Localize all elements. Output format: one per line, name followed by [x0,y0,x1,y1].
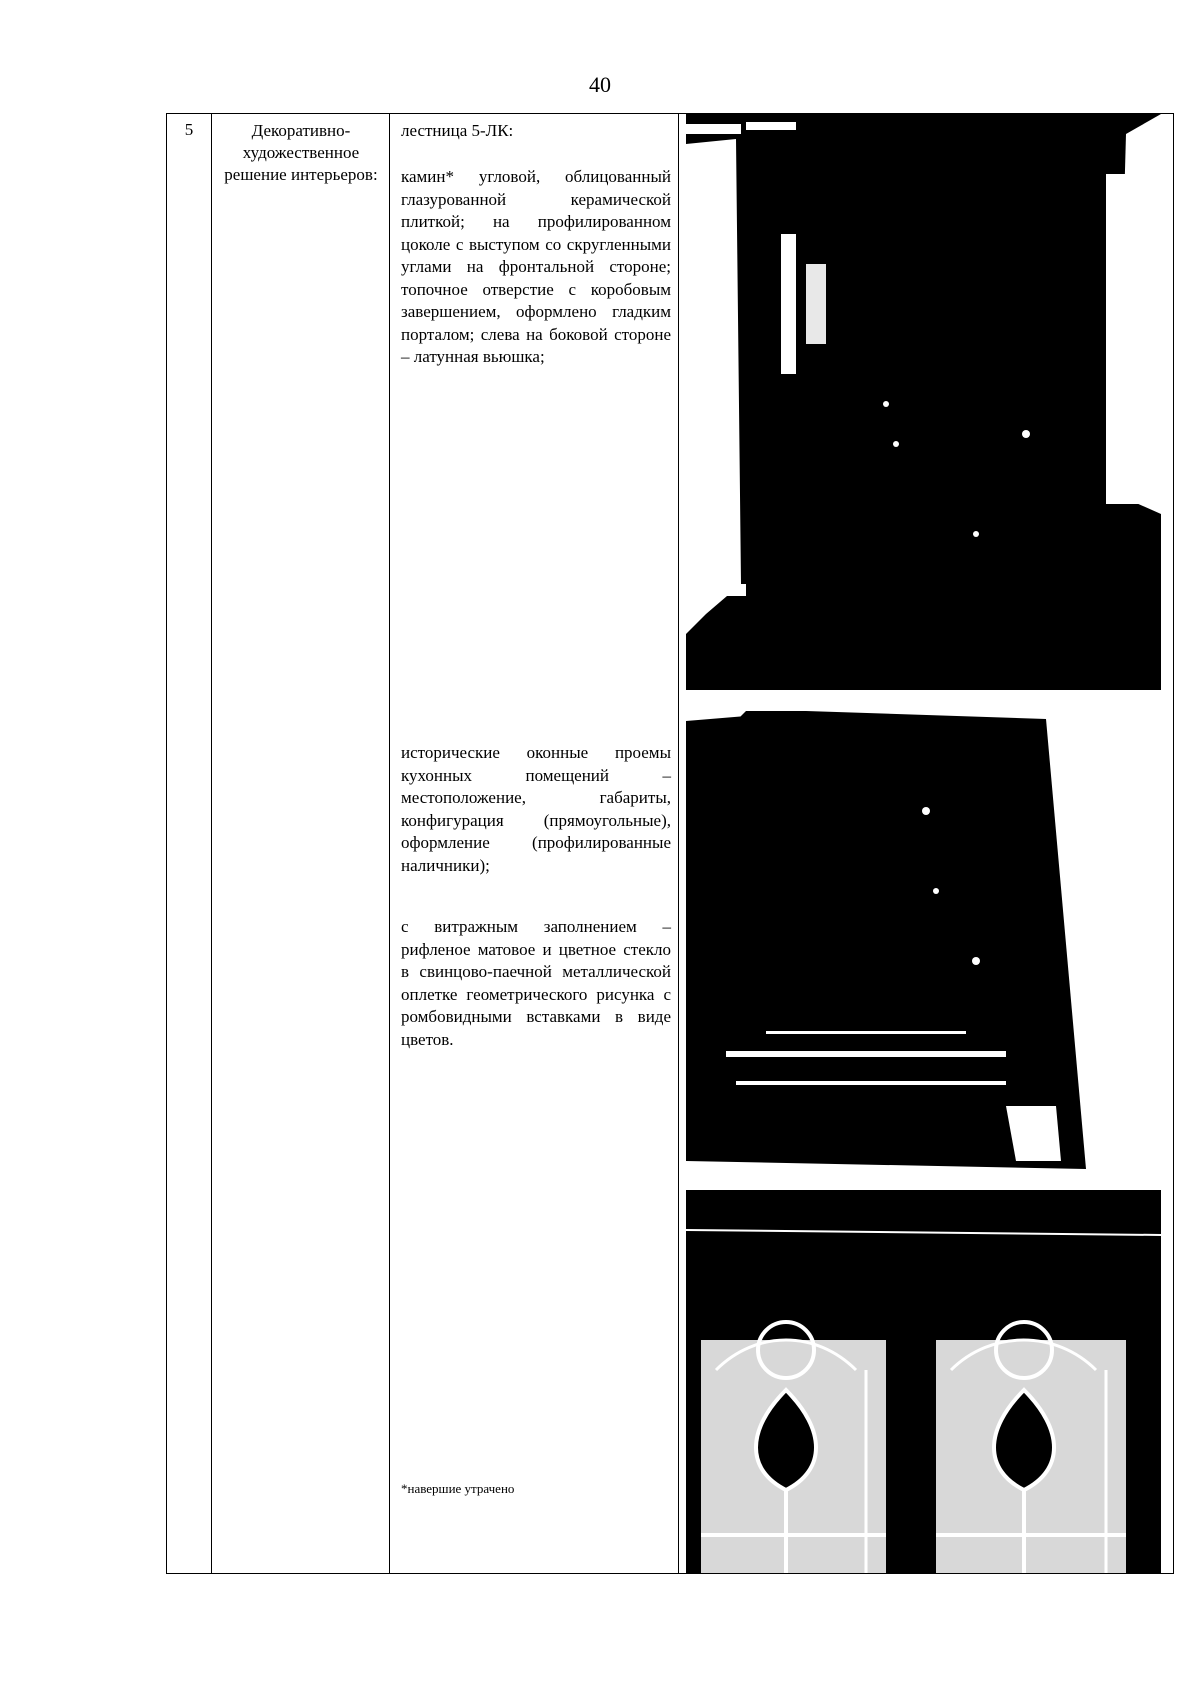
page-number: 40 [589,72,611,97]
category-cell: Декоративно-художественное решение интерьеров: [224,121,378,184]
description-staircase: лестница 5-ЛК: [401,121,514,140]
footnote: *навершие утрачено [401,1481,515,1496]
stained-glass-photo [686,1190,1161,1573]
description-fireplace: камин* угловой, облицованный глазурованной керамической плиткой; на профилированном цоколе с выступом со скругленными углами на фронтальной стороне; топочное отверстие с коробовым завершением, оформлено гладким порталом; слева на боковой стороне – латунная вьюшка; [401,167,671,366]
fireplace-photo [686,114,1161,690]
row-number: 5 [184,120,194,139]
column-divider-3 [678,114,679,1573]
kitchen-window-photo [686,711,1161,1169]
column-divider-2 [389,114,390,1573]
description-stained-glass: с витражным заполнением – рифленое матовое и цветное стекло в свинцово-паечной металлической оплетке геометрического рисунка с ромбовидными вставками в виде цветов. [401,917,671,1049]
heritage-table [166,113,1174,1574]
column-divider-1 [211,114,212,1573]
description-windows: исторические оконные проемы кухонных помещений – местоположение, габариты, конфигурация (прямоугольные), оформление (профилированные наличники); [401,743,671,875]
